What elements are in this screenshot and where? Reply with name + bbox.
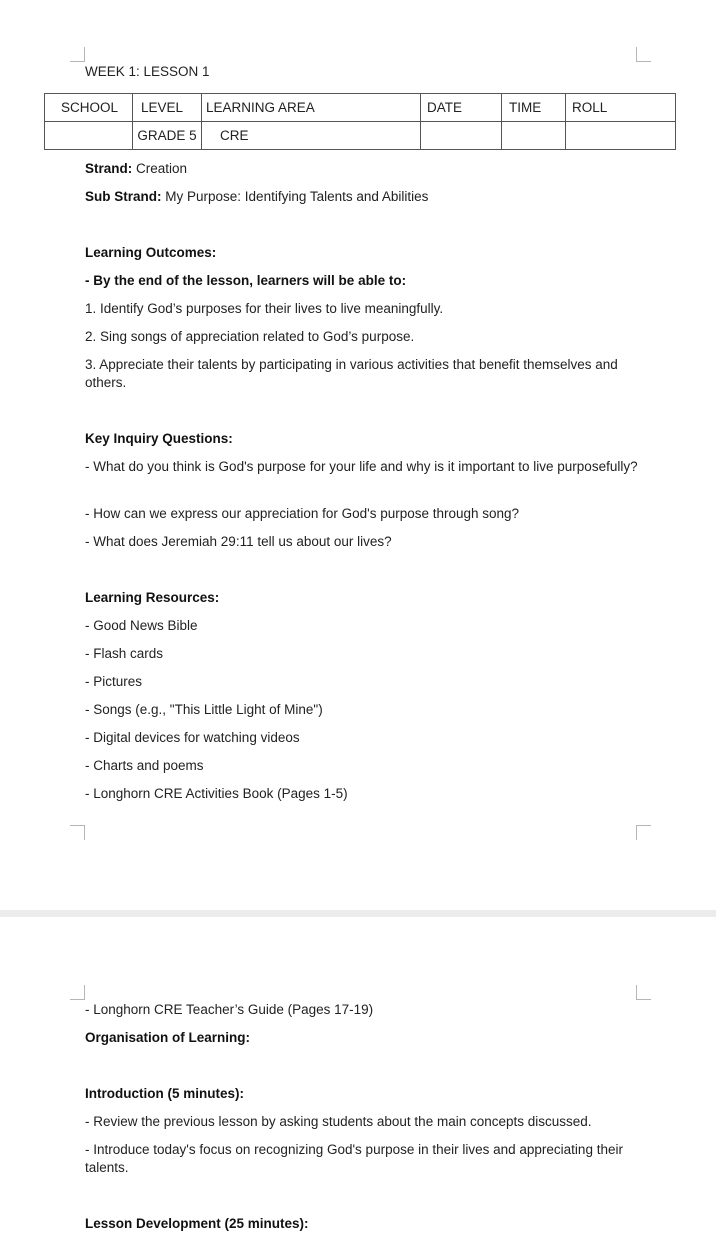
page-break	[0, 910, 716, 917]
key-inquiry-item: - What does Jeremiah 29:11 tell us about our lives?	[85, 534, 392, 549]
resource-item: - Good News Bible	[85, 618, 198, 633]
document-page-2	[0, 917, 716, 1236]
strand-value: Creation	[136, 161, 188, 176]
table-cell: CRE	[202, 122, 421, 150]
learning-outcome-item: 1. Identify God’s purposes for their lives to live meaningfully.	[85, 301, 444, 316]
introduction-item: - Review the previous lesson by asking students about the main concepts discussed.	[85, 1114, 592, 1129]
table-header-cell: TIME	[502, 94, 566, 122]
introduction-item: - Introduce today's focus on recognizing God's purpose in their lives and appreciating their talents.	[85, 1142, 623, 1175]
table-cell	[421, 122, 502, 150]
table-header-cell: SCHOOL	[45, 94, 133, 122]
table-row	[45, 122, 676, 150]
table-header-cell: ROLL	[566, 94, 676, 122]
organisation-heading: Organisation of Learning:	[85, 1030, 251, 1045]
table-cell	[566, 122, 676, 150]
margin-corner-mark	[636, 47, 651, 62]
learning-outcome-item: 2. Sing songs of appreciation related to God’s purpose.	[85, 329, 415, 344]
resource-item: - Longhorn CRE Teacher’s Guide (Pages 17-19)	[85, 1002, 374, 1017]
lesson-title: WEEK 1: LESSON 1	[85, 64, 210, 79]
introduction-heading: Introduction (5 minutes):	[85, 1086, 244, 1101]
sub-strand-line	[85, 188, 428, 206]
margin-corner-mark	[70, 825, 85, 840]
table-header-cell: LEVEL	[133, 94, 202, 122]
learning-outcomes-heading: Learning Outcomes:	[85, 245, 217, 260]
margin-corner-mark	[70, 985, 85, 1000]
learning-outcome-item: 3. Appreciate their talents by participating in various activities that benefit themselves and others.	[85, 357, 618, 390]
resource-item: - Digital devices for watching videos	[85, 730, 300, 745]
learning-outcomes-intro: - By the end of the lesson, learners will be able to:	[85, 273, 407, 288]
lesson-development-heading: Lesson Development (25 minutes):	[85, 1216, 309, 1231]
strand-line	[85, 160, 187, 178]
table-header-row	[45, 94, 676, 122]
key-inquiry-item: - What do you think is God's purpose for your life and why is it important to live purposefully?	[85, 459, 638, 474]
resource-item: - Charts and poems	[85, 758, 204, 773]
table-header-cell: LEARNING AREA	[202, 94, 421, 122]
table-cell: GRADE 5	[133, 122, 202, 150]
strand-label: Strand:	[85, 161, 133, 176]
key-inquiry-heading: Key Inquiry Questions:	[85, 431, 233, 446]
sub-strand-label: Sub Strand:	[85, 189, 162, 204]
table-cell	[45, 122, 133, 150]
table-header-cell: DATE	[421, 94, 502, 122]
resource-item: - Pictures	[85, 674, 143, 689]
key-inquiry-item: - How can we express our appreciation for God's purpose through song?	[85, 506, 520, 521]
table-cell	[502, 122, 566, 150]
resource-item: - Longhorn CRE Activities Book (Pages 1-5)	[85, 786, 348, 801]
learning-resources-heading: Learning Resources:	[85, 590, 220, 605]
margin-corner-mark	[636, 985, 651, 1000]
resource-item: - Flash cards	[85, 646, 164, 661]
resource-item: - Songs (e.g., "This Little Light of Mine")	[85, 702, 323, 717]
sub-strand-value: My Purpose: Identifying Talents and Abilities	[165, 189, 429, 204]
margin-corner-mark	[70, 47, 85, 62]
margin-corner-mark	[636, 825, 651, 840]
lesson-info-table	[44, 93, 676, 150]
